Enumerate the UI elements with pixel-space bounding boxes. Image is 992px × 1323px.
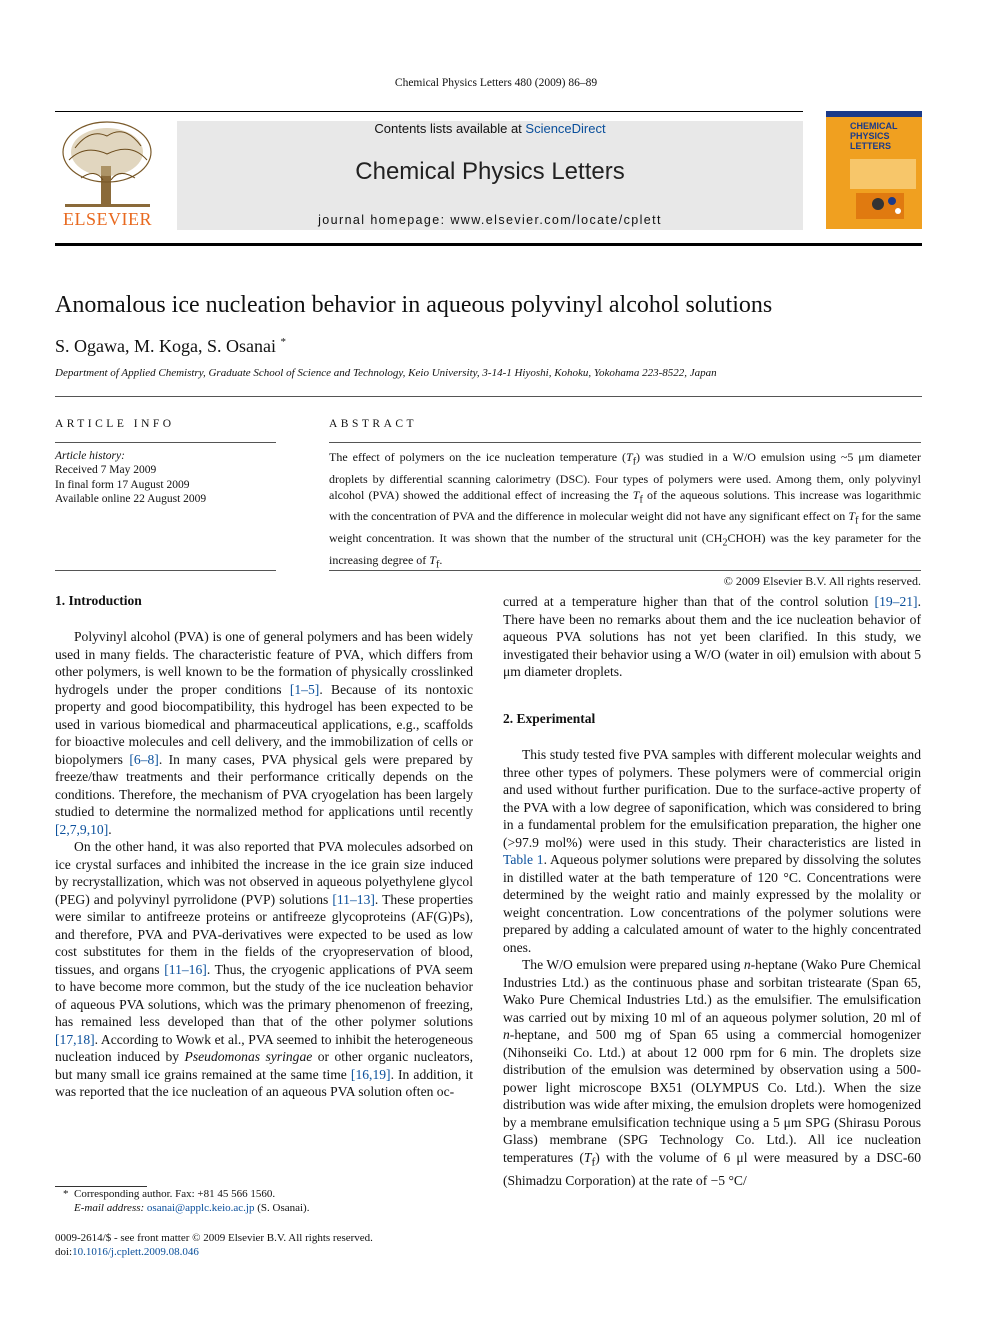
history-label: Article history: — [55, 450, 125, 462]
footnote-email — [55, 1201, 309, 1215]
header-rule — [55, 111, 803, 112]
section-heading-introduction: 1. Introduction — [55, 593, 142, 608]
paragraph: The W/O emulsion were prepared using n-heptane (Wako Pure Chemical Industries Ltd.) as the continuous phase and sorbitan tristearate (Span 65, Wako Pure Chemical Industries Ltd.) as the emulsifier. The emulsification was carried out by mixing 10 ml of an aqueous polymer solution, 20 ml of n-heptane, and 500 mg of Span 65 using a commercial homogenizer (Nihonseiki Co. Ltd.) at about 12 000 rpm for 6 min. The droplets size distribution of the emulsion was determined by observation using a 500-power light microscope BX51 (OLYMPUS Co. Ltd.). When the size distribution was wide after mixing, the emulsion droplets were homogenized by a membrane emulsification technique using a 5 μm SPG (Shirasu Porous Glass) membrane (SPG Technology Co. Ltd.). All ice nucleation temperatures $(T_f)$ with the volume of 6 μl were measured by a DSC-60 (Shimadzu Corporation) at the rate of −5 °C/ — [503, 957, 921, 1188]
author-names: S. Ogawa, M. Koga, S. Osanai — [55, 336, 276, 356]
introduction-body — [55, 628, 473, 1101]
elsevier-logo — [55, 118, 160, 230]
article-history — [55, 449, 206, 506]
history-online: Available online 22 August 2009 — [55, 492, 207, 505]
abstract-heading: ABSTRACT — [329, 418, 418, 430]
abstract-body — [329, 449, 921, 589]
abstract-copyright: © 2009 Elsevier B.V. All rights reserved. — [723, 574, 921, 589]
email-link[interactable]: osanai@applc.keio.ac.jp — [146, 1202, 255, 1214]
journal-banner — [177, 121, 803, 230]
paragraph: curred at a temperature higher than that of the control solution [19–21]. There have been no remarks about them and the ice nucleation behavior of aqueous PVA solutions has not yet been clarified. In this study, we investigated their behavior using a W/O (water in oil) emulsion with about 5 μm diameter droplets. — [503, 594, 921, 679]
doi-link[interactable]: 10.1016/j.cplett.2009.08.046 — [72, 1246, 199, 1258]
article-info-heading: ARTICLE INFO — [55, 418, 175, 430]
logo-wordmark: ELSEVIER — [63, 209, 152, 229]
cover-title-line: LETTERS — [850, 141, 892, 151]
experimental-body — [503, 746, 921, 1189]
paragraph: This study tested five PVA samples with different molecular weights and three other types of polymers. These polymers were of commercial origin and used without further purification. Due to the surface-active property of the PVA with a low degree of saponification, which was considered to bring in a fundamental problem for the emulsification preparation, the higher one (>97.9 mol%) were used in this study. Their characteristics are listed in Table 1. Aqueous polymer solutions were prepared by dissolving the solutes in distilled water at the bath temperature of 120 °C. Concentrations were determined by the weight ratio and mainly expressed by the molality or weight concentration. Low concentrations of the polymer solutions were prepared by adding a calculated amount of water to the highly concentrated ones. — [503, 747, 921, 955]
journal-cover — [826, 111, 922, 229]
issn-line: 0009-2614/$ - see front matter © 2009 Elsevier B.V. All rights reserved. — [55, 1232, 373, 1244]
divider — [329, 442, 921, 443]
journal-citation: Chemical Physics Letters 480 (2009) 86–89 — [394, 77, 598, 89]
footnote-fax: Corresponding author. Fax: +81 45 566 1560. — [74, 1188, 276, 1200]
divider — [55, 570, 276, 571]
article-authors — [55, 336, 286, 357]
cover-title-line: CHEMICAL — [850, 121, 898, 131]
paragraph: Polyvinyl alcohol (PVA) is one of general polymers and has been widely used in many fields. The characteristic feature of PVA, which differs from other polymers, is well known to be the formation of physically crosslinked hydrogels under the proper conditions [1–5]. Because of its nontoxic property and good biocompatibility, this hydrogel has been expected to be used in various biomedical and pharmaceutical applications, e.g., scaffolds for bioactive molecules and cell delivery, and the immobilization of cells or biopolymers [6–8]. In many cases, PVA physical gels were prepared by freeze/thaw treatments and their performance critically depends on the conditions. Therefore, the mechanism of PVA cryogelation has been largely studied to determine the normalized method for applications until recently [2,7,9,10]. — [55, 629, 473, 837]
divider — [55, 442, 276, 443]
email-label: E-mail address: — [74, 1202, 145, 1214]
affiliation: Department of Applied Chemistry, Graduate School of Science and Technology, Keio University, 3-14-1 Hiyoshi, Kohoku, Yokohama 223-8522, Japan — [55, 367, 717, 379]
section-heading-experimental: 2. Experimental — [503, 711, 596, 726]
paragraph: On the other hand, it was also reported that PVA molecules adsorbed on ice crystal surfaces and inhibited the increase in the ice grain size induced by recrystallization, which was not observed in aqueous polyethylene glycol (PEG) and polyvinyl pyrrolidone (PVP) solutions [11–13]. These properties were similar to antifreeze proteins or antifreeze glycoproteins (AF(G)Ps), and therefore, PVA and PVA-derivatives were expected to be used as low cost substitutes for them in the fields of the cryopreservation of blood, tissues, and organs [11–16]. Thus, the cryogenic applications of PVA seem to have become more common, but the study of the ice nucleation behavior of aqueous PVA solutions, which was the primary phenomenon of freezing, has remained less developed than that of the other polymer solutions [17,18]. According to Wowk et al., PVA seemed to inhibit the heterogeneous nucleation induced by Pseudomonas syringae or other organic nucleators, but many small ice grains remained at the same time [16,19]. In addition, it was reported that the ice nucleation of an aqueous PVA solution often oc- — [55, 839, 474, 1099]
header-rule-thick — [55, 243, 922, 246]
cover-graphic-icon — [826, 111, 922, 229]
footnote-corresponding — [55, 1187, 309, 1201]
sciencedirect-link[interactable]: ScienceDirect — [525, 121, 606, 136]
doi-label: doi: — [55, 1246, 73, 1258]
front-matter — [55, 1231, 373, 1259]
footnote-mark: * — [63, 1188, 69, 1200]
abstract-text: The effect of polymers on the ice nucleation temperature $(T_f)$ was studied in a W/O emulsion using ~5 μm diameter droplets by differential scanning calorimetry (DSC). Four types of polymers were used. Among them, only polyvinyl alcohol (PVA) showed the additional effect of increasing the $T_f$ of the aqueous solutions. This increase was logarithmic with the concentration of PVA and the difference in molecular weight did not have any significant effect on $T_f$ for the same weight concentration. It was shown that the number of the structural unit $(CH_2CHOH)$ was the key parameter for the increasing degree of $T_f$. — [329, 450, 921, 570]
contents-prefix: Contents lists available at — [374, 121, 526, 136]
contents-line — [177, 121, 803, 136]
corresponding-author-mark[interactable]: * — [280, 336, 286, 348]
tree-icon — [55, 118, 160, 210]
journal-homepage[interactable]: journal homepage: www.elsevier.com/locate/cplett — [318, 213, 662, 227]
article-title: Anomalous ice nucleation behavior in aqueous polyvinyl alcohol solutions — [55, 292, 773, 318]
footnote — [55, 1187, 309, 1215]
introduction-body-continued — [503, 593, 921, 681]
history-final: In final form 17 August 2009 — [55, 478, 190, 491]
divider — [329, 570, 921, 571]
divider — [55, 396, 922, 397]
email-suffix: (S. Osanai). — [257, 1202, 310, 1214]
cover-title-line: PHYSICS — [850, 131, 890, 141]
history-received: Received 7 May 2009 — [55, 464, 157, 477]
journal-name: Chemical Physics Letters — [355, 158, 625, 185]
doi-line — [55, 1245, 373, 1259]
